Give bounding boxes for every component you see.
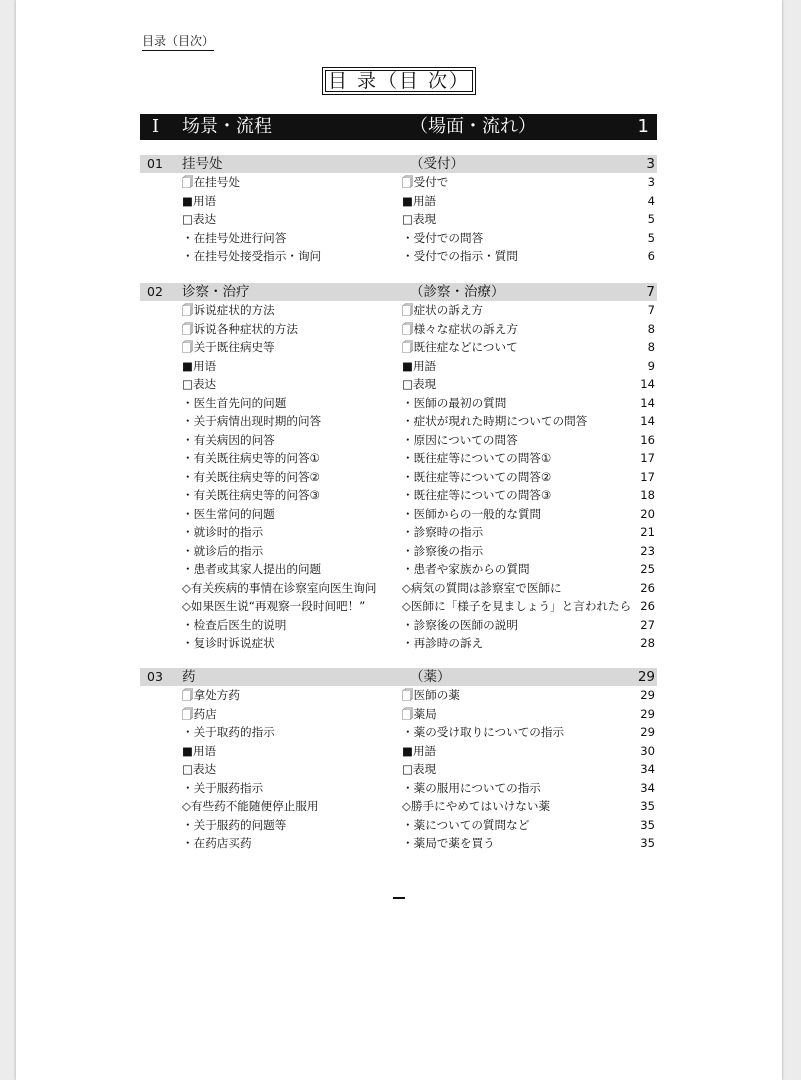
section-title-ja: （受付）	[410, 156, 464, 172]
entry-title-zh: 🗍拿处方药	[182, 688, 240, 702]
entry-title-zh: ・在药店买药	[182, 836, 252, 850]
toc-entry[interactable]	[140, 449, 657, 468]
entry-title-ja: 🗍様々な症状の訴え方	[402, 321, 518, 336]
entry-title-ja: ・既往症等についての問答③	[402, 488, 552, 502]
entry-page: 14	[640, 395, 655, 410]
section-title-zh: 诊察・治疗	[182, 284, 250, 300]
toc-entry[interactable]	[140, 394, 657, 413]
toc-entry[interactable]	[140, 597, 657, 616]
toc-entry[interactable]	[140, 192, 657, 211]
entry-title-ja: ・医師からの一般的な質問	[402, 506, 542, 521]
page-folio-dash	[393, 897, 405, 899]
toc-section	[140, 155, 657, 266]
toc-entry[interactable]	[140, 616, 657, 635]
toc-entry[interactable]	[140, 505, 657, 524]
section-heading[interactable]	[140, 283, 657, 301]
entry-page: 30	[640, 743, 655, 758]
entry-page: 23	[640, 543, 655, 558]
entry-title-ja: ・受付での指示・質問	[402, 249, 518, 263]
section-page: 3	[646, 156, 655, 172]
part-title-zh: 场景・流程	[182, 116, 272, 137]
entry-title-zh: 🗍药店	[182, 706, 217, 721]
entry-title-zh: ・关于服药的问题等	[182, 817, 287, 832]
toc-entry[interactable]	[140, 723, 657, 742]
section-page: 29	[637, 669, 655, 685]
entry-title-ja: ・薬についての質問など	[402, 817, 530, 832]
entry-title-ja: ・症状が現れた時期についての問答	[402, 414, 588, 428]
page-title: 目 录（目 次）	[322, 67, 476, 95]
section-heading[interactable]	[140, 155, 657, 173]
entry-title-ja: □表現	[402, 762, 437, 776]
toc-entry[interactable]	[140, 486, 657, 505]
section-title-zh: 挂号处	[182, 156, 223, 172]
entry-title-zh: ・有关既往病史等的问答③	[182, 488, 320, 502]
entry-title-ja: ■用語	[402, 358, 437, 373]
entry-title-zh: 🗍诉说症状的方法	[182, 303, 275, 317]
entry-title-ja: ・既往症等についての問答②	[402, 469, 552, 484]
entry-title-zh: ■用语	[182, 743, 217, 758]
running-header: 目录（目次）	[142, 32, 214, 51]
entry-title-ja: □表現	[402, 377, 437, 391]
entry-title-zh: ・医生常问的问题	[182, 506, 275, 521]
entry-title-zh: ◇如果医生说“再观察一段时间吧！”	[182, 599, 366, 613]
toc-entry[interactable]	[140, 210, 657, 229]
entry-page: 34	[640, 762, 655, 776]
entry-title-zh: ◇有关疾病的事情在诊察室向医生询问	[182, 580, 377, 595]
entry-page: 3	[647, 175, 655, 189]
entry-title-zh: ■用语	[182, 358, 217, 373]
toc-entry[interactable]	[140, 686, 657, 705]
entry-page: 14	[640, 414, 655, 428]
entry-page: 26	[640, 580, 655, 595]
entry-title-zh: ・关于病情出现时期的问答	[182, 414, 322, 428]
entry-page: 18	[640, 488, 655, 502]
entry-page: 5	[647, 212, 655, 226]
entry-title-zh: 🗍诉说各种症状的方法	[182, 321, 298, 336]
part-number: I	[152, 116, 160, 137]
entry-title-ja: ◇勝手にやめてはいけない薬	[402, 799, 551, 813]
toc-entry[interactable]	[140, 797, 657, 816]
toc-entry[interactable]	[140, 579, 657, 598]
entry-title-zh: ・在挂号处接受指示・询问	[182, 249, 322, 263]
entry-page: 8	[647, 321, 655, 336]
part-page: 1	[637, 116, 649, 137]
entry-title-ja: ・受付での問答	[402, 230, 484, 245]
entry-title-ja: ・再診時の訴え	[402, 636, 484, 650]
entry-page: 27	[640, 617, 655, 632]
entry-title-ja: ・診察時の指示	[402, 525, 484, 539]
entry-page: 17	[640, 451, 655, 465]
entry-title-zh: □表达	[182, 212, 217, 226]
entry-title-zh: ■用语	[182, 193, 217, 208]
toc-entry[interactable]	[140, 320, 657, 339]
toc-entry[interactable]	[140, 560, 657, 579]
entry-title-ja: ・薬の受け取りについての指示	[402, 725, 565, 739]
entry-title-zh: ・检查后医生的说明	[182, 617, 287, 632]
entry-title-zh: □表达	[182, 377, 217, 391]
entry-page: 14	[640, 377, 655, 391]
entry-title-ja: ・診察後の指示	[402, 543, 484, 558]
toc-entry[interactable]	[140, 338, 657, 357]
entry-page: 35	[640, 817, 655, 832]
entry-title-ja: ・薬の服用についての指示	[402, 780, 541, 795]
entry-title-zh: ・就诊时的指示	[182, 525, 264, 539]
part-heading	[140, 114, 657, 140]
toc-entry[interactable]	[140, 523, 657, 542]
entry-title-ja: 🗍薬局	[402, 706, 437, 721]
entry-title-ja: ・患者や家族からの質問	[402, 562, 530, 576]
entry-title-ja: ■用語	[402, 193, 437, 208]
toc-entry[interactable]	[140, 412, 657, 431]
entry-page: 4	[647, 193, 655, 208]
toc-entry[interactable]	[140, 834, 657, 853]
toc-entry[interactable]	[140, 247, 657, 266]
entry-title-zh: ・有关既往病史等的问答①	[182, 451, 320, 465]
entry-page: 28	[640, 636, 655, 650]
toc-entry[interactable]	[140, 634, 657, 653]
entry-title-zh: ・医生首先问的问题	[182, 395, 287, 410]
entry-title-ja: 🗍受付で	[402, 175, 449, 189]
toc-entry[interactable]	[140, 779, 657, 798]
section-number: 02	[147, 284, 163, 299]
entry-page: 25	[640, 562, 655, 576]
entry-page: 26	[640, 599, 655, 613]
section-title-ja: （診察・治療）	[410, 284, 505, 300]
entry-title-ja: ■用語	[402, 743, 437, 758]
entry-title-ja: ・医師の最初の質問	[402, 395, 507, 410]
entry-page: 5	[647, 230, 655, 245]
toc-entry[interactable]	[140, 742, 657, 761]
toc-entry[interactable]	[140, 357, 657, 376]
entry-page: 35	[640, 836, 655, 850]
entry-title-zh: ・复诊时诉说症状	[182, 636, 275, 650]
entry-page: 34	[640, 780, 655, 795]
entry-page: 29	[640, 725, 655, 739]
entry-page: 29	[640, 706, 655, 721]
entry-page: 35	[640, 799, 655, 813]
entry-title-zh: ・患者或其家人提出的问题	[182, 562, 322, 576]
entry-page: 20	[640, 506, 655, 521]
toc-entry[interactable]	[140, 301, 657, 320]
entry-title-zh: ・关于服药指示	[182, 780, 264, 795]
part-title-ja: （場面・流れ）	[410, 116, 536, 137]
toc-entry[interactable]	[140, 375, 657, 394]
entry-title-ja: 🗍既往症などについて	[402, 340, 518, 354]
entry-page: 7	[647, 303, 655, 317]
entry-page: 6	[647, 249, 655, 263]
section-number: 03	[147, 669, 163, 684]
toc-entry[interactable]	[140, 760, 657, 779]
toc-entry[interactable]	[140, 468, 657, 487]
entry-title-ja: ・診察後の医師の説明	[402, 617, 518, 632]
entry-title-ja: □表現	[402, 212, 437, 226]
entry-page: 29	[640, 688, 655, 702]
entry-title-zh: ・在挂号处进行问答	[182, 230, 287, 245]
toc-entry[interactable]	[140, 816, 657, 835]
entry-title-zh: ・有关既往病史等的问答②	[182, 469, 320, 484]
toc-section	[140, 668, 657, 853]
entry-title-zh: ・有关病因的问答	[182, 432, 275, 447]
entry-title-ja: ・原因についての問答	[402, 432, 518, 447]
entry-page: 9	[647, 358, 655, 373]
section-title-zh: 药	[182, 669, 196, 685]
entry-title-ja: 🗍症状の訴え方	[402, 303, 484, 317]
entry-title-ja: ・既往症等についての問答①	[402, 451, 552, 465]
entry-title-ja: ・薬局で薬を買う	[402, 836, 495, 850]
document-page	[16, 0, 782, 1080]
section-heading[interactable]	[140, 668, 657, 686]
entry-title-zh: 🗍在挂号处	[182, 175, 240, 189]
toc-entry[interactable]	[140, 431, 657, 450]
entry-title-zh: ・就诊后的指示	[182, 543, 264, 558]
entry-page: 16	[640, 432, 655, 447]
toc-entry[interactable]	[140, 542, 657, 561]
entry-title-ja: ◇医師に「様子を見ましょう」と言われたら	[402, 599, 632, 613]
entry-page: 8	[647, 340, 655, 354]
toc-section	[140, 283, 657, 653]
entry-title-ja: ◇病気の質問は診察室で医師に	[402, 580, 562, 595]
entry-title-zh: 🗍关于既往病史等	[182, 340, 275, 354]
toc-entry[interactable]	[140, 705, 657, 724]
entry-title-zh: □表达	[182, 762, 217, 776]
section-page: 7	[646, 284, 655, 300]
entry-title-ja: 🗍医師の薬	[402, 688, 460, 702]
toc-entry[interactable]	[140, 229, 657, 248]
entry-page: 17	[640, 469, 655, 484]
section-number: 01	[147, 156, 163, 171]
entry-title-zh: ◇有些药不能随便停止服用	[182, 799, 319, 813]
toc-entry[interactable]	[140, 173, 657, 192]
entry-title-zh: ・关于取药的指示	[182, 725, 275, 739]
entry-page: 21	[640, 525, 655, 539]
section-title-ja: （薬）	[410, 669, 451, 685]
